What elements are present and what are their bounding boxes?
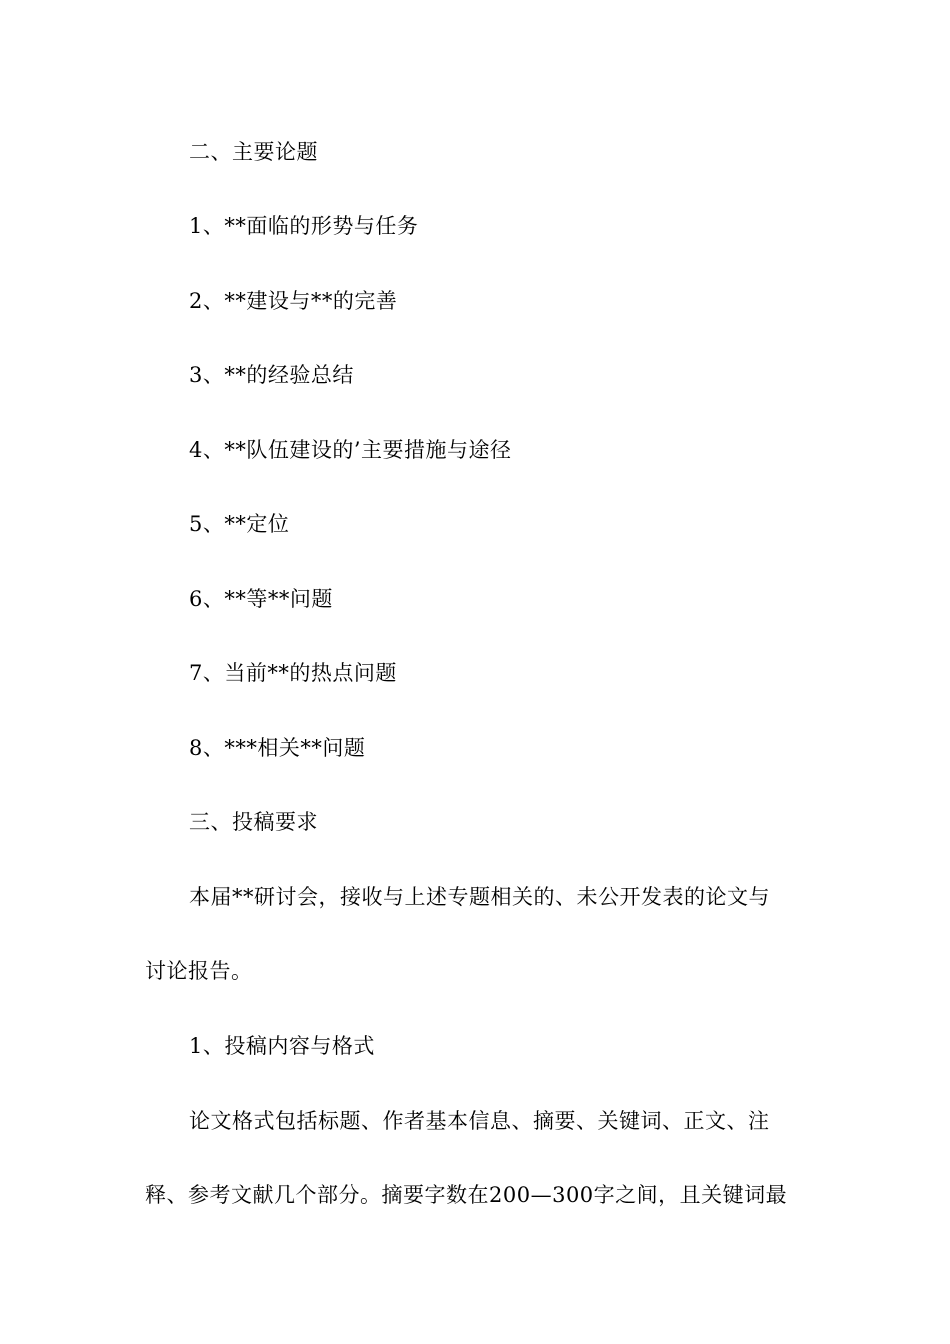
- topic-item-6: 6、**等**问题: [189, 587, 333, 611]
- topic-item-7: 7、当前**的热点问题: [189, 661, 397, 685]
- intro-paragraph-line-2: 讨论报告。: [145, 959, 253, 983]
- subheading-content-format: 1、投稿内容与格式: [189, 1034, 375, 1058]
- topic-item-8: 8、***相关**问题: [189, 736, 366, 760]
- section-heading-main-topics: 二、主要论题: [189, 140, 318, 164]
- format-paragraph-line-2: 释、参考文献几个部分。摘要字数在200—300字之间，且关键词最: [145, 1183, 788, 1207]
- topic-item-5: 5、**定位: [189, 512, 290, 536]
- section-heading-submission-requirements: 三、投稿要求: [189, 810, 318, 834]
- topic-item-2: 2、**建设与**的完善: [189, 289, 398, 313]
- topic-item-1: 1、**面临的形势与任务: [189, 214, 419, 238]
- topic-item-4: 4、**队伍建设的’主要措施与途径: [189, 438, 512, 462]
- format-paragraph-line-1: 论文格式包括标题、作者基本信息、摘要、关键词、正文、注: [189, 1109, 770, 1133]
- intro-paragraph-line-1: 本届**研讨会，接收与上述专题相关的、未公开发表的论文与: [189, 885, 770, 909]
- topic-item-3: 3、**的经验总结: [189, 363, 354, 387]
